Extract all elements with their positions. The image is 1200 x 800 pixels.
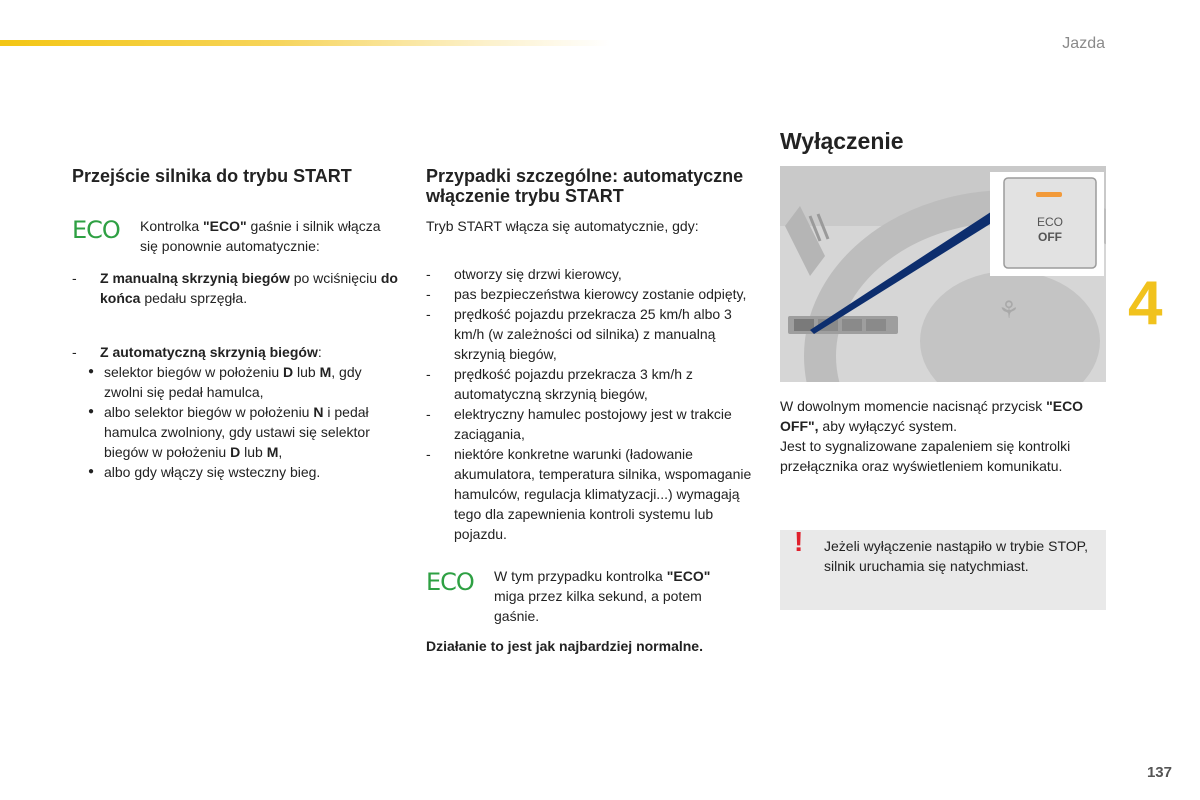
list-item: - Z manualną skrzynią biegów po wciśnięciu do końca pedału sprzęgła. xyxy=(72,268,402,308)
section-name: Jazda xyxy=(1062,35,1105,52)
page-number: 137 xyxy=(1146,764,1172,781)
eco-icon-text: ECO xyxy=(72,216,120,242)
deactivation-instructions: W dowolnym momencie nacisnąć przycisk "ECO OFF", aby wyłączyć system. xyxy=(780,398,1084,434)
automatic-conditions-list xyxy=(88,362,402,482)
warning-box xyxy=(780,526,1106,610)
dashboard-illustration xyxy=(780,166,1106,382)
deactivation-signal-text: Jest to sygnalizowane zapaleniem się kontrolki przełącznika oraz wyświetleniem komunikatu. xyxy=(780,438,1071,474)
chapter-number: 4 xyxy=(1128,269,1163,338)
list-item: - pas bezpieczeństwa kierowcy zostanie odpięty, xyxy=(426,284,756,304)
section-title: Wyłączenie xyxy=(780,128,904,154)
list-item: ● selektor biegów w położeniu D lub M, gdy zwolni się pedał hamulca, xyxy=(88,362,402,402)
eco-icon-text: ECO xyxy=(426,568,474,594)
header-accent-band xyxy=(0,40,610,46)
list-item: ● albo gdy włączy się wsteczny bieg. xyxy=(88,462,402,482)
eco-indicator-row xyxy=(426,566,756,626)
eco-indicator-icon xyxy=(72,216,126,240)
list-item: - prędkość pojazdu przekracza 3 km/h z automatyczną skrzynią biegów, xyxy=(426,364,756,404)
intro-text: Tryb START włącza się automatycznie, gdy: xyxy=(426,218,699,234)
list-item: - prędkość pojazdu przekracza 25 km/h albo 3 km/h (w zależności od silnika) z manualną skrzynią biegów, xyxy=(426,304,756,364)
eco-indicator-text: W tym przypadku kontrolka "ECO" miga przez kilka sekund, a potem gaśnie. xyxy=(494,568,711,624)
eco-indicator-row xyxy=(72,216,402,256)
auto-start-conditions-list xyxy=(426,264,756,544)
warning-text: Jeżeli wyłączenie nastąpiło w trybie STOP, silnik uruchamia się natychmiast. xyxy=(824,538,1089,574)
eco-off-button-label-bottom: OFF xyxy=(1038,230,1062,244)
list-item: ● albo selektor biegów w położeniu N i pedał hamulca zwolniony, gdy ustawi się selektor biegów w położeniu D lub M, xyxy=(88,402,402,462)
normal-operation-note: Działanie to jest jak najbardziej normalne. xyxy=(426,638,703,654)
eco-indicator-text: Kontrolka "ECO" gaśnie i silnik włącza się ponownie automatycznie: xyxy=(140,218,381,254)
eco-off-button-label-top: ECO xyxy=(1036,215,1064,229)
section-title: Przypadki szczególne: automatyczne włączenie trybu START xyxy=(426,166,744,206)
manual-gearbox-list xyxy=(72,268,402,308)
special-cases-section xyxy=(426,166,756,656)
automatic-gearbox-list xyxy=(72,342,402,482)
steering-wheel-illustration xyxy=(780,166,1106,382)
svg-text:⚘: ⚘ xyxy=(998,296,1020,324)
section-title: Przejście silnika do trybu START xyxy=(72,166,352,186)
list-item: - elektryczny hamulec postojowy jest w trakcie zaciągania, xyxy=(426,404,756,444)
eco-indicator-icon xyxy=(426,568,480,592)
list-item: - Z automatyczną skrzynią biegów: ● selektor biegów w położeniu D lub M, gdy zwolni się pedał hamulca, ● albo selektor biegów w położeniu N i pedał hamulca zwolniony, gdy ustawi się selektor biegów w położeniu D lub M, ● albo gdy włączy się wsteczny bieg. xyxy=(72,342,402,482)
warning-icon: ! xyxy=(794,526,804,557)
list-item: - niektóre konkretne warunki (ładowanie akumulatora, temperatura silnika, wspomaganie hamulców, regulacja klimatyzacji...) wymagają tego dla zapewnienia kontroli systemu lub pojazdu. xyxy=(426,444,756,544)
start-transition-section xyxy=(72,166,402,482)
deactivation-section xyxy=(780,126,1106,610)
list-item: - otworzy się drzwi kierowcy, xyxy=(426,264,756,284)
